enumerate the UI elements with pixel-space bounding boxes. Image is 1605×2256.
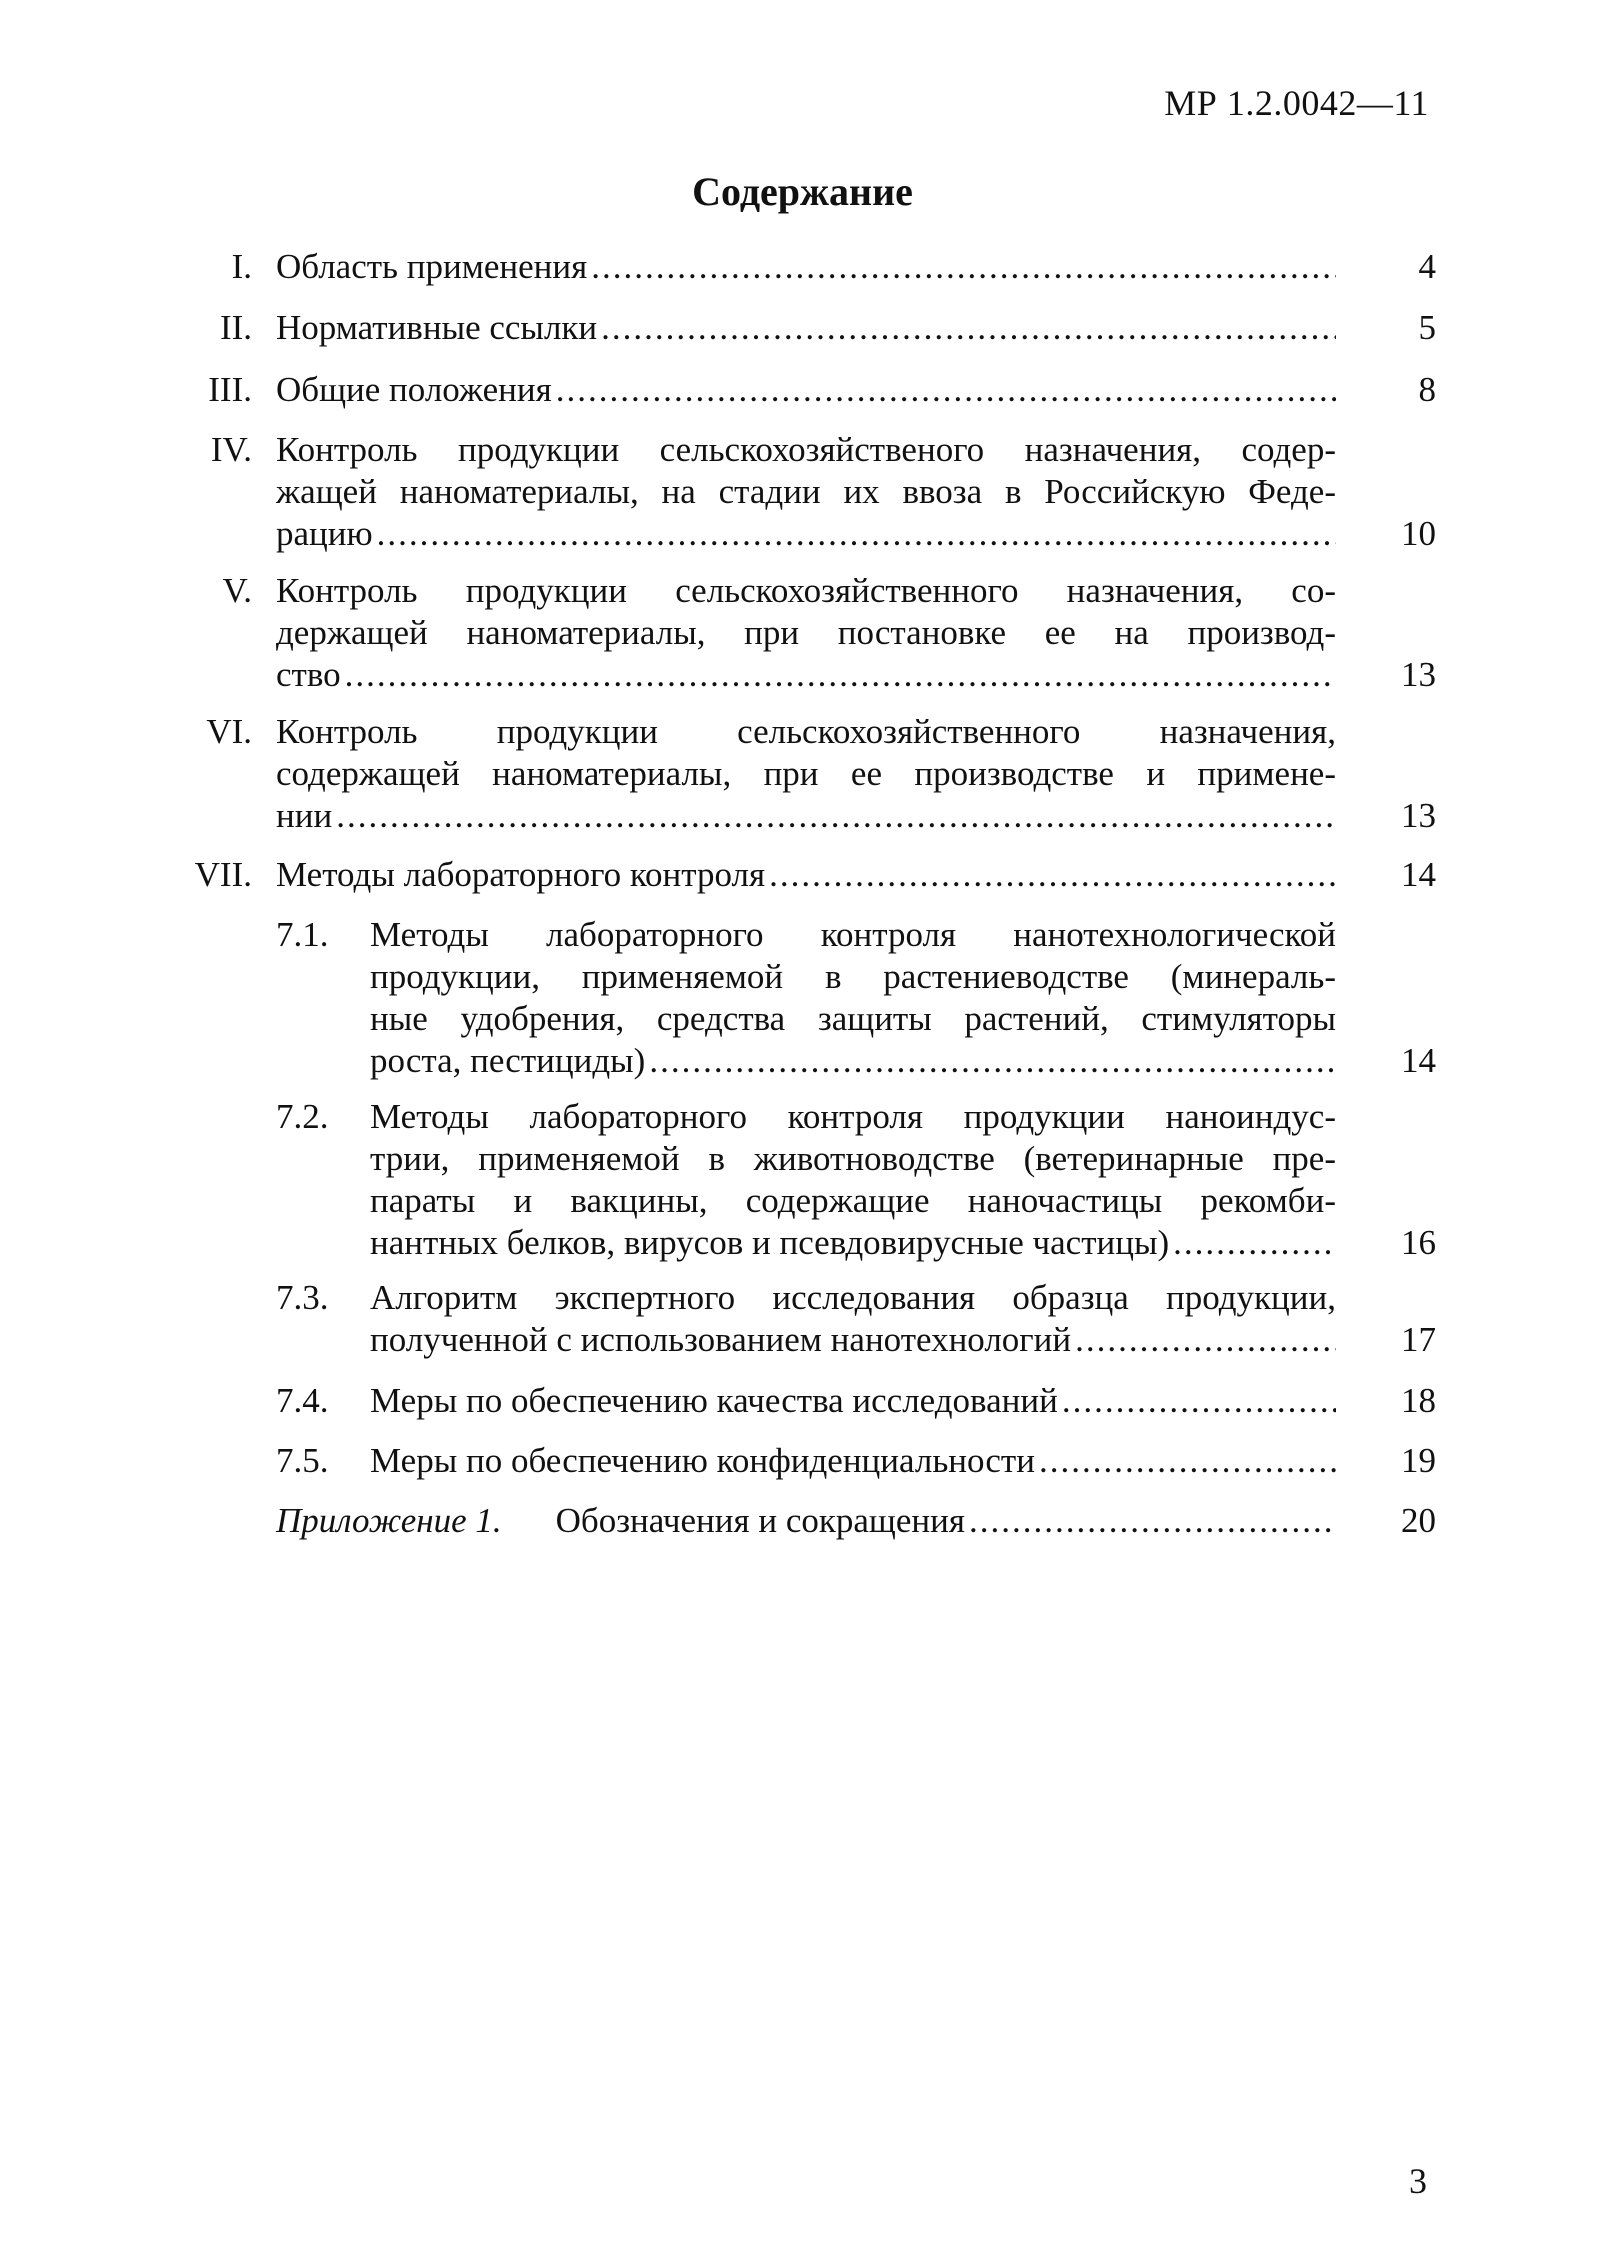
toc-entry-title-end: роста, пестициды) [370, 1041, 646, 1080]
toc-entry-line: содержащей наноматериалы, при ее производстве и примене- [276, 754, 1336, 793]
toc-entry-title: Общие положения [276, 370, 552, 409]
toc-entry-line: Методы лабораторного контроля продукции наноиндус- [370, 1097, 1336, 1136]
toc-entry-page: 18 [1401, 1381, 1436, 1420]
toc-entry-line: Контроль продукции сельскохозяйственного назначения, [276, 712, 1336, 751]
toc-entry-title-end: ство [276, 655, 341, 694]
dot-leader [336, 795, 1336, 837]
toc-entry-3[interactable] [176, 369, 1436, 411]
toc-subentry-number: 7.4. [276, 1381, 329, 1420]
toc-entry-page: 13 [1401, 655, 1436, 694]
dot-leader [649, 1040, 1336, 1082]
dot-leader [969, 1500, 1336, 1542]
toc-entry-title-end: нантных белков, вирусов и псевдовирусные частицы) [370, 1223, 1170, 1262]
toc-entry-title-end: полученной с использованием нанотехнологий [370, 1320, 1072, 1359]
toc-entry-line: держащей наноматериалы, при постановке ее на производ- [276, 613, 1336, 652]
dot-leader [591, 246, 1336, 288]
toc-subentry-number: 7.2. [276, 1097, 329, 1136]
toc-entry-line: жащей наноматериалы, на стадии их ввоза в Российскую Феде- [276, 472, 1336, 511]
toc-entry-title: Область применения [276, 247, 588, 286]
toc-entry-4[interactable] [176, 429, 1436, 555]
toc-entry-page: 4 [1418, 247, 1436, 286]
dot-leader [345, 654, 1336, 696]
toc-entry-page: 14 [1401, 1041, 1436, 1080]
toc-entry-title: Меры по обеспечению качества исследований [370, 1381, 1058, 1420]
toc-entry-number: IV. [210, 430, 252, 469]
toc-entry-title: Меры по обеспечению конфиденциальности [370, 1441, 1035, 1480]
toc-entry-line: параты и вакцины, содержащие наночастицы рекомби- [370, 1181, 1336, 1220]
toc-title: Содержание [692, 169, 913, 214]
appendix-title: Обозначения и сокращения [555, 1501, 965, 1540]
toc-entry-6[interactable] [176, 711, 1436, 837]
toc-entry-number: III. [208, 370, 252, 409]
toc-subentry-7-3[interactable] [176, 1277, 1436, 1361]
toc-entry-title-end: нии [276, 796, 333, 835]
toc-entry-title-end: рацию [276, 514, 373, 553]
toc-subentry-7-2[interactable] [176, 1096, 1436, 1264]
toc-entry-page: 19 [1401, 1441, 1436, 1480]
toc-subentry-7-1[interactable] [176, 914, 1436, 1082]
toc-entry-number: II. [219, 308, 252, 347]
appendix-label: Приложение 1. [276, 1501, 502, 1540]
toc-entry-7[interactable] [176, 854, 1436, 896]
toc-entry-page: 13 [1401, 796, 1436, 835]
toc-entry-line: трии, применяемой в животноводстве (ветеринарные пре- [370, 1139, 1336, 1178]
toc-entry-page: 10 [1401, 514, 1436, 553]
toc-entry-2[interactable] [176, 307, 1436, 349]
toc-entry-line: ные удобрения, средства защиты растений, стимуляторы [370, 999, 1336, 1038]
toc-appendix-1[interactable] [176, 1500, 1436, 1542]
toc-subentry-7-4[interactable] [176, 1380, 1436, 1422]
toc-subentry-number: 7.1. [276, 915, 329, 954]
toc-entry-page: 14 [1401, 855, 1436, 894]
dot-leader [769, 854, 1336, 896]
toc-entry-title: Методы лабораторного контроля [276, 855, 766, 894]
dot-leader [1039, 1440, 1336, 1482]
toc-entry-5[interactable] [176, 570, 1436, 696]
dot-leader [377, 513, 1336, 555]
toc-entry-line: Алгоритм экспертного исследования образца продукции, [370, 1278, 1336, 1317]
document-code: МР 1.2.0042—11 [1164, 83, 1429, 123]
toc-entry-line: Методы лабораторного контроля нанотехнологической [370, 915, 1336, 954]
toc-entry-title: Нормативные ссылки [276, 308, 598, 347]
toc-entry-number: I. [231, 247, 252, 286]
toc-entry-number: V. [222, 571, 252, 610]
dot-leader [1173, 1222, 1336, 1264]
toc-entry-1[interactable] [176, 246, 1436, 288]
toc-subentry-number: 7.5. [276, 1441, 329, 1480]
toc-subentry-number: 7.3. [276, 1278, 329, 1317]
toc-entry-line: Контроль продукции сельскохозяйственого назначения, содер- [276, 430, 1336, 469]
dot-leader [1075, 1319, 1336, 1361]
toc-entry-page: 8 [1418, 370, 1436, 409]
page-number: 3 [1409, 2161, 1427, 2201]
toc-entry-line: продукции, применяемой в растениеводстве (минераль- [370, 957, 1336, 996]
toc-entry-page: 17 [1401, 1320, 1436, 1359]
toc-entry-page: 5 [1418, 308, 1436, 347]
dot-leader [1062, 1380, 1336, 1422]
toc-entry-page: 20 [1401, 1501, 1436, 1540]
toc-entry-number: VI. [206, 712, 252, 751]
toc-entry-line: Контроль продукции сельскохозяйственного назначения, со- [276, 571, 1336, 610]
dot-leader [556, 369, 1336, 411]
toc-entry-number: VII. [194, 855, 252, 894]
dot-leader [601, 307, 1336, 349]
toc-subentry-7-5[interactable] [176, 1440, 1436, 1482]
toc-entry-page: 16 [1401, 1223, 1436, 1262]
